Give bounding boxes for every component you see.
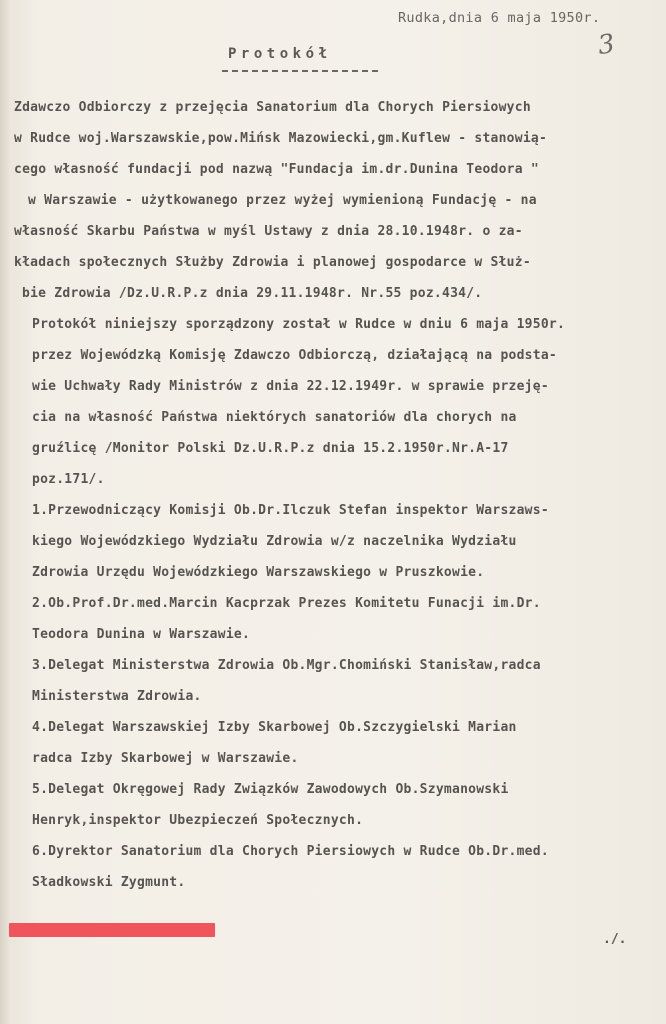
text-line: 1.Przewodniczący Komisji Ob.Dr.Ilczuk Stefan inspektor Warszaws- — [32, 503, 549, 518]
text-line: Zdrowia Urzędu Wojewódzkiego Warszawskiego w Pruszkowie. — [32, 565, 485, 580]
text-line: 5.Delegat Okręgowej Rady Związków Zawodowych Ob.Szymanowski — [32, 782, 509, 797]
text-line: gruźlicę /Monitor Polski Dz.U.R.P.z dnia 15.2.1950r.Nr.A-17 — [32, 441, 509, 456]
text-line: w Warszawie - użytkowanego przez wyżej wymienioną Fundację - na — [28, 193, 537, 208]
text-line: kiego Wojewódzkiego Wydziału Zdrowia w/z naczelnika Wydziału — [32, 534, 517, 549]
text-line: 2.Ob.Prof.Dr.med.Marcin Kacprzak Prezes Komitetu Funacji im.Dr. — [32, 596, 541, 611]
document-title: Protokół — [228, 46, 332, 62]
page-number-handwritten: 3 — [595, 28, 617, 62]
document-body — [14, 92, 660, 898]
text-line: Zdawczo Odbiorczy z przejęcia Sanatorium dla Chorych Piersiowych — [14, 100, 531, 115]
text-line: 4.Delegat Warszawskiej Izby Skarbowej Ob.Szczygielski Marian — [32, 720, 517, 735]
text-line: cia na własność Państwa niektórych sanatoriów dla chorych na — [32, 410, 517, 425]
red-highlight-mark — [9, 923, 215, 937]
text-line: Sładkowski Zygmunt. — [32, 875, 186, 890]
title-underline — [222, 70, 378, 72]
text-line: Protokół niniejszy sporządzony został w Rudce w dniu 6 maja 1950r. — [32, 317, 566, 332]
text-line: kładach społecznych Służby Zdrowia i planowej gospodarce w Służ- — [14, 255, 531, 270]
text-line: 6.Dyrektor Sanatorium dla Chorych Piersiowych w Rudce Ob.Dr.med. — [32, 844, 549, 859]
text-line: radca Izby Skarbowej w Warszawie. — [32, 751, 299, 766]
end-mark: ./. — [603, 932, 627, 947]
text-line: cego własność fundacji pod nazwą "Fundacja im.dr.Dunina Teodora " — [14, 162, 539, 177]
text-line: przez Wojewódzką Komisję Zdawczo Odbiorczą, działającą na podsta- — [32, 348, 557, 363]
text-line: własność Skarbu Państwa w myśl Ustawy z dnia 28.10.1948r. o za- — [14, 224, 523, 239]
date-line: Rudka,dnia 6 maja 1950r. — [398, 10, 601, 26]
text-line: Henryk,inspektor Ubezpieczeń Społecznych. — [32, 813, 364, 828]
text-line: Teodora Dunina w Warszawie. — [32, 627, 251, 642]
text-line: Ministerstwa Zdrowia. — [32, 689, 202, 704]
text-line: bie Zdrowia /Dz.U.R.P.z dnia 29.11.1948r. Nr.55 poz.434/. — [22, 286, 483, 301]
text-line: poz.171/. — [32, 472, 105, 487]
text-line: w Rudce woj.Warszawskie,pow.Mińsk Mazowiecki,gm.Kuflew - stanowią- — [14, 131, 548, 146]
text-line: wie Uchwały Rady Ministrów z dnia 22.12.1949r. w sprawie przeję- — [32, 379, 549, 394]
page-edge-shadow — [0, 0, 10, 1024]
text-line: 3.Delegat Ministerstwa Zdrowia Ob.Mgr.Chomiński Stanisław,radca — [32, 658, 541, 673]
